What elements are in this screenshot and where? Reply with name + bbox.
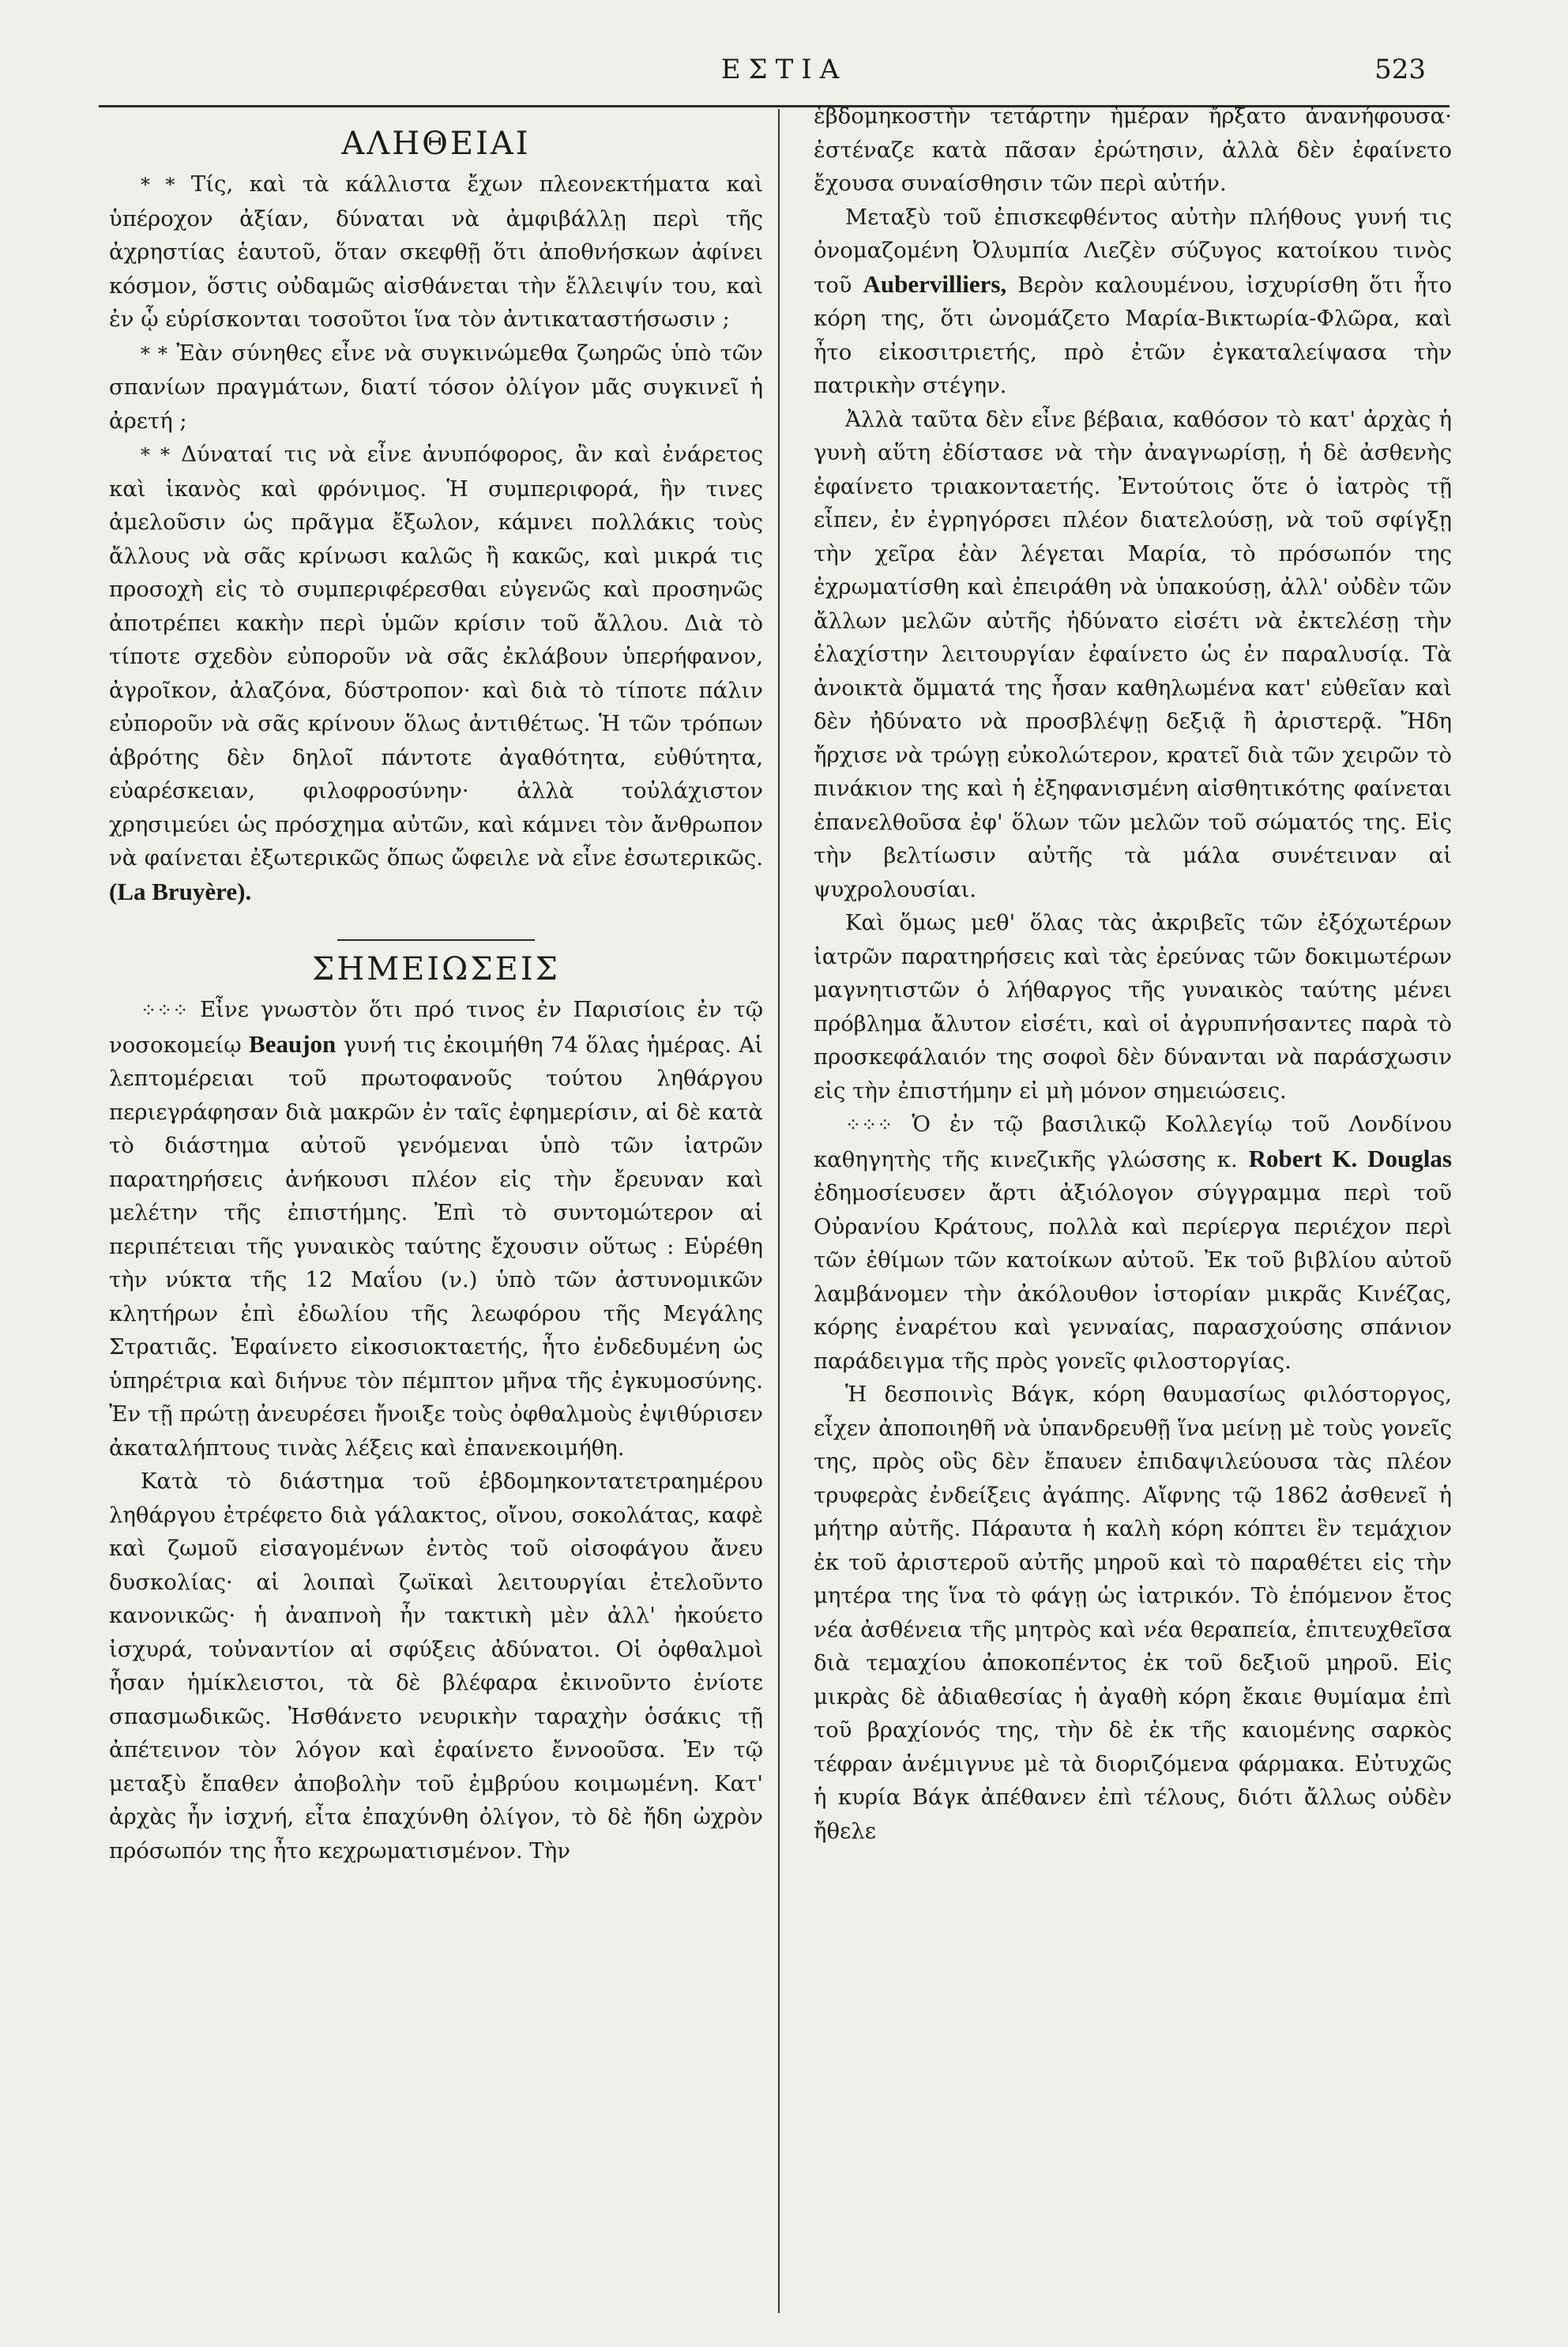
note-paragraph: [814, 906, 1452, 1108]
paragraph-text: Καὶ ὅμως μεθ' ὅλας τὰς ἀκριβεῖς τῶν ἐξόχωτέρων ἰατρῶν παρατηρήσεις καὶ τὰς ἐρεύνας τῶν δοκιμωτέρων μαγνητιστῶν ὁ λήθαργος τῆς γυναικὸς ταύτης μένει πρόβλημα ἄλυτον εἰσέτι, καὶ οἱ ἀγρυπνήσαντες παρὰ τὸ προσκεφάλαιόν της σοφοὶ δὲν δύνανται νὰ παράσχωσιν εἰς τὴν ἐπιστήμην εἰ μὴ μόνον σημειώσεις.: [814, 910, 1452, 1104]
paragraph-text: Ἐὰν σύνηθες εἶνε νὰ συγκινώμεθα ζωηρῶς ὑπὸ τῶν σπανίων πραγμάτων, διατί τόσον ὀλίγον μᾶς συγκινεῖ ἡ ἀρετή ;: [109, 340, 763, 434]
journal-title: ΕΣΤΙΑ: [720, 54, 848, 85]
paragraph-text-cont: γυνή τις ἐκοιμήθη 74 ὅλας ἡμέρας. Αἱ λεπτομέρειαι τοῦ πρωτοφανοῦς τούτου ληθάργου περιεγράφησαν διὰ μακρῶν ἐν ταῖς ἐφημερίσιν, αἱ δὲ κατὰ τὸ διάστημα αὐτοῦ γενόμεναι ὑπὸ τῶν ἰατρῶν παρατηρήσεις ἀνήκουσι πλέον εἰς τὴν ἔρευναν καὶ μελέτην τῆς ἐπιστήμης. Ἐπὶ τὸ συντομώτερον αἱ περιπέτειαι τῆς γυναικὸς ταύτης ἔχουσιν οὕτως : Εὑρέθη τὴν νύκτα τῆς 12 Μαΐου (ν.) ὑπὸ τῶν ἀστυνομικῶν κλητήρων ἐπὶ ἐδωλίου τῆς λεωφόρου τῆς Μεγάλης Στρατιᾶς. Ἐφαίνετο εἰκοσιοκταετής, ἦτο ἐνδεδυμένη ὡς ὑπηρέτρια καὶ διήνυε τὸν πέμπτον μῆνα τῆς ἐγκυμοσύνης. Ἐν τῇ πρώτῃ ἀνευρέσει ἤνοιξε τοὺς ὀφθαλμοὺς ἐψιθύρισεν ἀκαταλήπτους τινὰς λέξεις καὶ ἐπανεκοιμήθη.: [109, 1032, 763, 1461]
page-header: [0, 47, 1568, 95]
paragraph-text: Μεταξὺ τοῦ ἐπισκεφθέντος αὐτὴν πλήθους γυνή τις ὀνομαζομένη Ὀλυμπία Λιεζὲν σύζυγος κατοίκου τινὸς τοῦ: [814, 204, 1452, 298]
asterism-marker: * *: [141, 342, 168, 365]
section-title-notes: ΣΗΜΕΙΩΣΕΙΣ: [312, 951, 560, 987]
note-paragraph: [814, 1108, 1452, 1378]
latin-name: Beaujon: [249, 1029, 337, 1058]
note-paragraph: [109, 1465, 763, 1867]
aphorism-paragraph: [109, 337, 763, 438]
page-number: 523: [1374, 54, 1426, 85]
right-column: [814, 100, 1452, 1848]
latin-name: Robert K. Douglas: [1248, 1144, 1452, 1172]
paragraph-text: Κατὰ τὸ διάστημα τοῦ ἑβδομηκοντατετραημέρου ληθάργου ἐτρέφετο διὰ γάλακτος, οἴνου, σοκολάτας, καφὲ καὶ ζωμοῦ εἰσαγομένων ἐντὸς τοῦ οἰσοφάγου ἄνευ δυσκολίας· αἱ λοιπαὶ ζωϊκαὶ λειτουργίαι ἐτελοῦντο κανονικῶς· ἡ ἀναπνοὴ ἦν τακτικὴ μὲν ἀλλ' ἠκούετο ἰσχυρά, τοὐναντίον αἱ σφύξεις ἀδύνατοι. Οἱ ὀφθαλμοὶ ἦσαν ἡμίκλειστοι, τὰ δὲ βλέφαρα ἐκινοῦντο ἐνίοτε σπασμωδικῶς. Ἠσθάνετο νευρικὴν ταραχὴν ὁσάκις τῇ ἀπέτεινον τὸν λόγον καὶ ἐφαίνετο ἔννοοῦσα. Ἐν τῷ μεταξὺ ἔπαθεν ἀποβολὴν τοῦ ἐμβρύου κοιμωμένη. Κατ' ἀρχὰς ἦν ἰσχνή, εἶτα ἐπαχύνθη ὀλίγον, τὸ δὲ ἤδη ὠχρὸν πρόσωπόν της ἦτο κεχρωματισμένον. Τὴν: [109, 1469, 763, 1864]
note-paragraph: [814, 403, 1452, 907]
paragraph-text: ἑβδομηκοστὴν τετάρτην ἡμέραν ἤρξατο ἀνανήφουσα· ἐστέναζε κατὰ πᾶσαν ἐρώτησιν, ἀλλὰ δὲν ἐφαίνετο ἔχουσα συναίσθησιν τῶν περὶ αὐτήν.: [814, 103, 1452, 196]
source-attribution: (La Bruyère).: [109, 877, 252, 905]
aphorism-paragraph: [109, 438, 763, 909]
note-marker: ⁘⁘⁘: [845, 1114, 893, 1136]
paragraph-text: Εἶνε γνωστὸν ὅτι πρό τινος ἐν Παρισίοις ἐν τῷ νοσοκομείῳ: [109, 997, 763, 1058]
note-paragraph: [814, 201, 1452, 403]
paragraph-text: Τίς, καὶ τὰ κάλλιστα ἔχων πλεονεκτήματα καὶ ὑπέροχον ἀξίαν, δύναται νὰ ἀμφιβάλλῃ περὶ τῆς ἀχρηστίας ἑαυτοῦ, ὅταν σκεφθῇ ὅτι ἀποθνήσκων ἀφίνει κόσμον, ὅστις οὐδαμῶς αἰσθάνεται τὴν ἔλλειψίν του, καὶ ἐν ᾧ εὑρίσκονται τοσοῦτοι ἵνα τὸν ἀντικαταστήσωσιν ;: [109, 171, 763, 332]
column-divider: [778, 109, 780, 2313]
section-title-truths: ΑΛΗΘΕΙΑΙ: [341, 126, 531, 162]
paragraph-text: Δύναταί τις νὰ εἶνε ἀνυπόφορος, ἂν καὶ ἐνάρετος καὶ ἱκανὸς καὶ φρόνιμος. Ἡ συμπεριφορά, ἣν τινες ἀμελοῦσιν ὡς πρᾶγμα ἔξωλον, κάμνει πολλάκις τοὺς ἄλλους νὰ σᾶς κρίνωσι καλῶς ἢ κακῶς, καὶ μικρά τις προσοχὴ εἰς τὸ συμπεριφέρεσθαι εὐγενῶς καὶ προσηνῶς ἀποτρέπει κακὴν περὶ ὑμῶν κρίσιν τοῦ ἄλλου. Διὰ τὸ τίποτε σχεδὸν εὐποροῦν νὰ σᾶς ἐκλάβουν ὑπερήφανον, ἀγροῖκον, ἀλαζόνα, δύστροπον· καὶ διὰ τὸ τίποτε πάλιν εὐποροῦν νὰ σᾶς κρίνουν ὅλως ἀντιθέτως. Ἡ τῶν τρόπων ἁβρότης δὲν δηλοῖ πάντοτε ἀγαθότητα, εὐθύτητα, εὐαρέσκειαν, φιλοφροσύνην· ἀλλὰ τοὐλάχιστον χρησιμεύει ὡς πρόσχημα αὐτῶν, καὶ κάμνει τὸν ἄνθρωπον νὰ φαίνεται ἐξωτερικῶς ὅπως ὤφειλε νὰ εἶνε ἐσωτερικῶς.: [109, 442, 763, 871]
aphorism-paragraph: [109, 167, 763, 337]
note-marker: ⁘⁘⁘: [141, 999, 189, 1021]
note-paragraph: [814, 1378, 1452, 1848]
paragraph-text: Ἡ δεσποινὶς Βάγκ, κόρη θαυμασίως φιλόστοργος, εἶχεν ἀποποιηθῆ νὰ ὑπανδρευθῇ ἵνα μείνῃ μὲ τοὺς γονεῖς της, πρὸς οὓς δὲν ἔπαυεν ἐπιδαψιλεύουσα τὰς πλέον τρυφερὰς ἐνδείξεις ἀγάπης. Αἴφνης τῷ 1862 ἀσθενεῖ ἡ μήτηρ αὐτῆς. Πάραυτα ἡ καλὴ κόρη κόπτει ἓν τεμάχιον ἐκ τοῦ ἀριστεροῦ αὐτῆς μηροῦ καὶ τὸ παραθέτει εἰς τὴν μητέρα της ἵνα τὸ φάγῃ ὡς ἰατρικόν. Τὸ ἑπόμενον ἔτος νέα ἀσθένεια τῆς μητρὸς καὶ νέα θεραπεία, ἐπιτευχθεῖσα διὰ τεμαχίου ἀποκοπέντος ἐκ τοῦ δεξιοῦ μηροῦ. Εἰς μικρὰς δὲ ἀδιαθεσίας ἡ ἀγαθὴ κόρη ἔκαιε θυμίαμα ἐπὶ τοῦ βραχίονός της, τὴν δὲ ἐκ τῆς καιομένης σαρκὸς τέφραν ἀνέμιγνυε μὲ τὰ διοριζόμενα φάρμακα. Εὐτυχῶς ἡ κυρία Βάγκ ἀπέθανεν ἐπὶ τέλους, διότι ἄλλως οὐδὲν ἤθελε: [814, 1382, 1452, 1844]
paragraph-text-cont: Βερὸν καλουμένου, ἰσχυρίσθη ὅτι ἦτο κόρη της, ὅτι ὠνομάζετο Μαρία-Βικτωρία-Φλῶρα, καὶ ἦτο εἰκοσιτριετής, πρὸ ἐτῶν ἐγκαταλείψασα τὴν πατρικὴν στέγην.: [814, 272, 1453, 398]
paragraph-text-cont: ἐδημοσίευσεν ἄρτι ἀξιόλογον σύγγραμμα περὶ τοῦ Οὐρανίου Κράτους, πολλὰ καὶ περίεργα περιέχον περὶ τῶν ἐθίμων τῶν κατοίκων αὐτοῦ. Ἐκ τοῦ βιβλίου αὐτοῦ λαμβάνομεν τὴν ἀκόλουθον ἱστορίαν μικρᾶς Κινέζας, κόρης ἐναρέτου καὶ γενναίας, παρασχούσης σπάνιον παράδειγμα τῆς πρὸς γονεῖς φιλοστοργίας.: [814, 1180, 1452, 1374]
paragraph-text: Ἀλλὰ ταῦτα δὲν εἶνε βέβαια, καθόσον τὸ κατ' ἀρχὰς ἡ γυνὴ αὕτη ἐδίστασε νὰ τὴν ἀναγνωρίσῃ, ἡ δὲ ἀσθενὴς ἐφαίνετο τριακονταετής. Ἐντούτοις ὅτε ὁ ἰατρὸς τῇ εἶπεν, ἐν ἐγρηγόρσει πλέον διατελούσῃ, νὰ τοῦ σφίγξῃ τὴν χεῖρα ἐὰν λέγεται Μαρία, τὸ πρόσωπόν της ἐχρωματίσθη καὶ ἐπειράθη νὰ ὑπακούσῃ, ἀλλ' οὐδὲν τῶν ἄλλων μελῶν αὐτῆς ἠδύνατο εἰσέτι νὰ ἐκτελέσῃ τὴν ἐλαχίστην λειτουργίαν ἐφαίνετο ὡς ἐν παραλυσίᾳ. Τὰ ἀνοικτὰ ὄμματά της ἦσαν καθηλωμένα κατ' εὐθεῖαν καὶ δὲν ἠδύνατο νὰ προσβλέψῃ δεξιᾷ ἢ ἀριστερᾷ. Ἤδη ἤρχισε νὰ τρώγῃ εὐκολώτερον, κρατεῖ διὰ τῶν χειρῶν τὸ πινάκιον της καὶ ἡ ἐξηφανισμένη αἰσθητικότης φαίνεται ἐπανελθοῦσα ἐφ' ὅλων τῶν μελῶν τοῦ σώματός της. Εἰς τὴν βελτίωσιν αὐτῆς τὰ μάλα συνέτειναν αἱ ψυχρολουσίαι.: [814, 406, 1452, 902]
paragraph-text: Ὁ ἐν τῷ βασιλικῷ Κολλεγίῳ τοῦ Λονδίνου καθηγητὴς τῆς κινεζικῆς γλώσσης κ.: [814, 1111, 1452, 1172]
latin-name: Aubervilliers,: [863, 269, 1007, 298]
note-paragraph: [109, 993, 763, 1465]
section-divider: [337, 939, 535, 941]
asterism-marker: * *: [141, 174, 175, 196]
note-paragraph: [814, 100, 1452, 201]
asterism-marker: * *: [141, 444, 171, 466]
left-column: [109, 118, 763, 1867]
